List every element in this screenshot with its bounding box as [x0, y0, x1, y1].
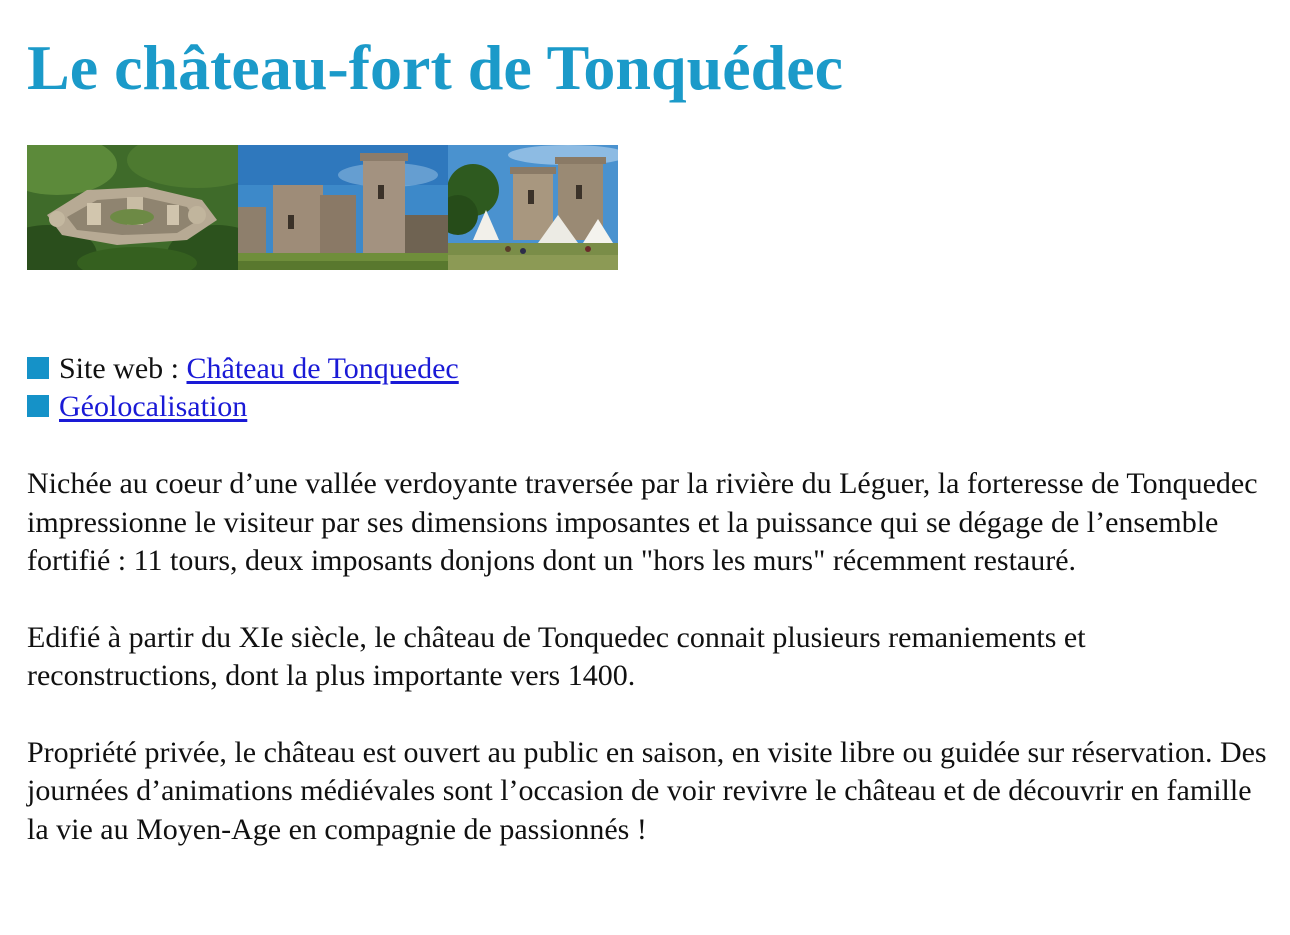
- paragraph-visits: Propriété privée, le château est ouvert au public en saison, en visite libre ou guidée sur réservation. Des journées d’animations médiévales sont l’occasion de voir revivre le château et de découvrir en famille la vie au Moyen-Age en compagnie de passionnés !: [27, 735, 1267, 846]
- website-link[interactable]: Château de Tonquedec: [186, 352, 459, 385]
- medieval-fair-photo: [448, 145, 618, 270]
- geolocation-link[interactable]: Géolocalisation: [59, 390, 248, 423]
- description: [27, 465, 1267, 887]
- paragraph-intro: Nichée au coeur d’une vallée verdoyante traversée par la rivière du Léguer, la forteresse de Tonquedec impressionne le visiteur par ses dimensions imposantes et la puissance qui se dégage de l’ensemble fortifié : 11 tours, deux imposants donjons dont un "hors les murs" récemment restauré.: [27, 467, 1258, 577]
- castle-banner-image: [27, 145, 618, 270]
- info-links: [27, 350, 459, 426]
- towers-photo: [238, 145, 448, 270]
- paragraph-history: Edifié à partir du XIe siècle, le château de Tonquedec connait plusieurs remaniements et reconstructions, dont la plus importante vers 1400.: [27, 620, 1086, 692]
- website-row: [27, 350, 459, 388]
- geolocation-row: [27, 388, 459, 426]
- aerial-view-photo: [27, 145, 238, 270]
- page-title: Le château-fort de Tonquédec: [27, 32, 843, 103]
- website-prefix-label: Site web :: [59, 352, 179, 385]
- square-bullet-icon: [27, 395, 49, 417]
- square-bullet-icon: [27, 357, 49, 379]
